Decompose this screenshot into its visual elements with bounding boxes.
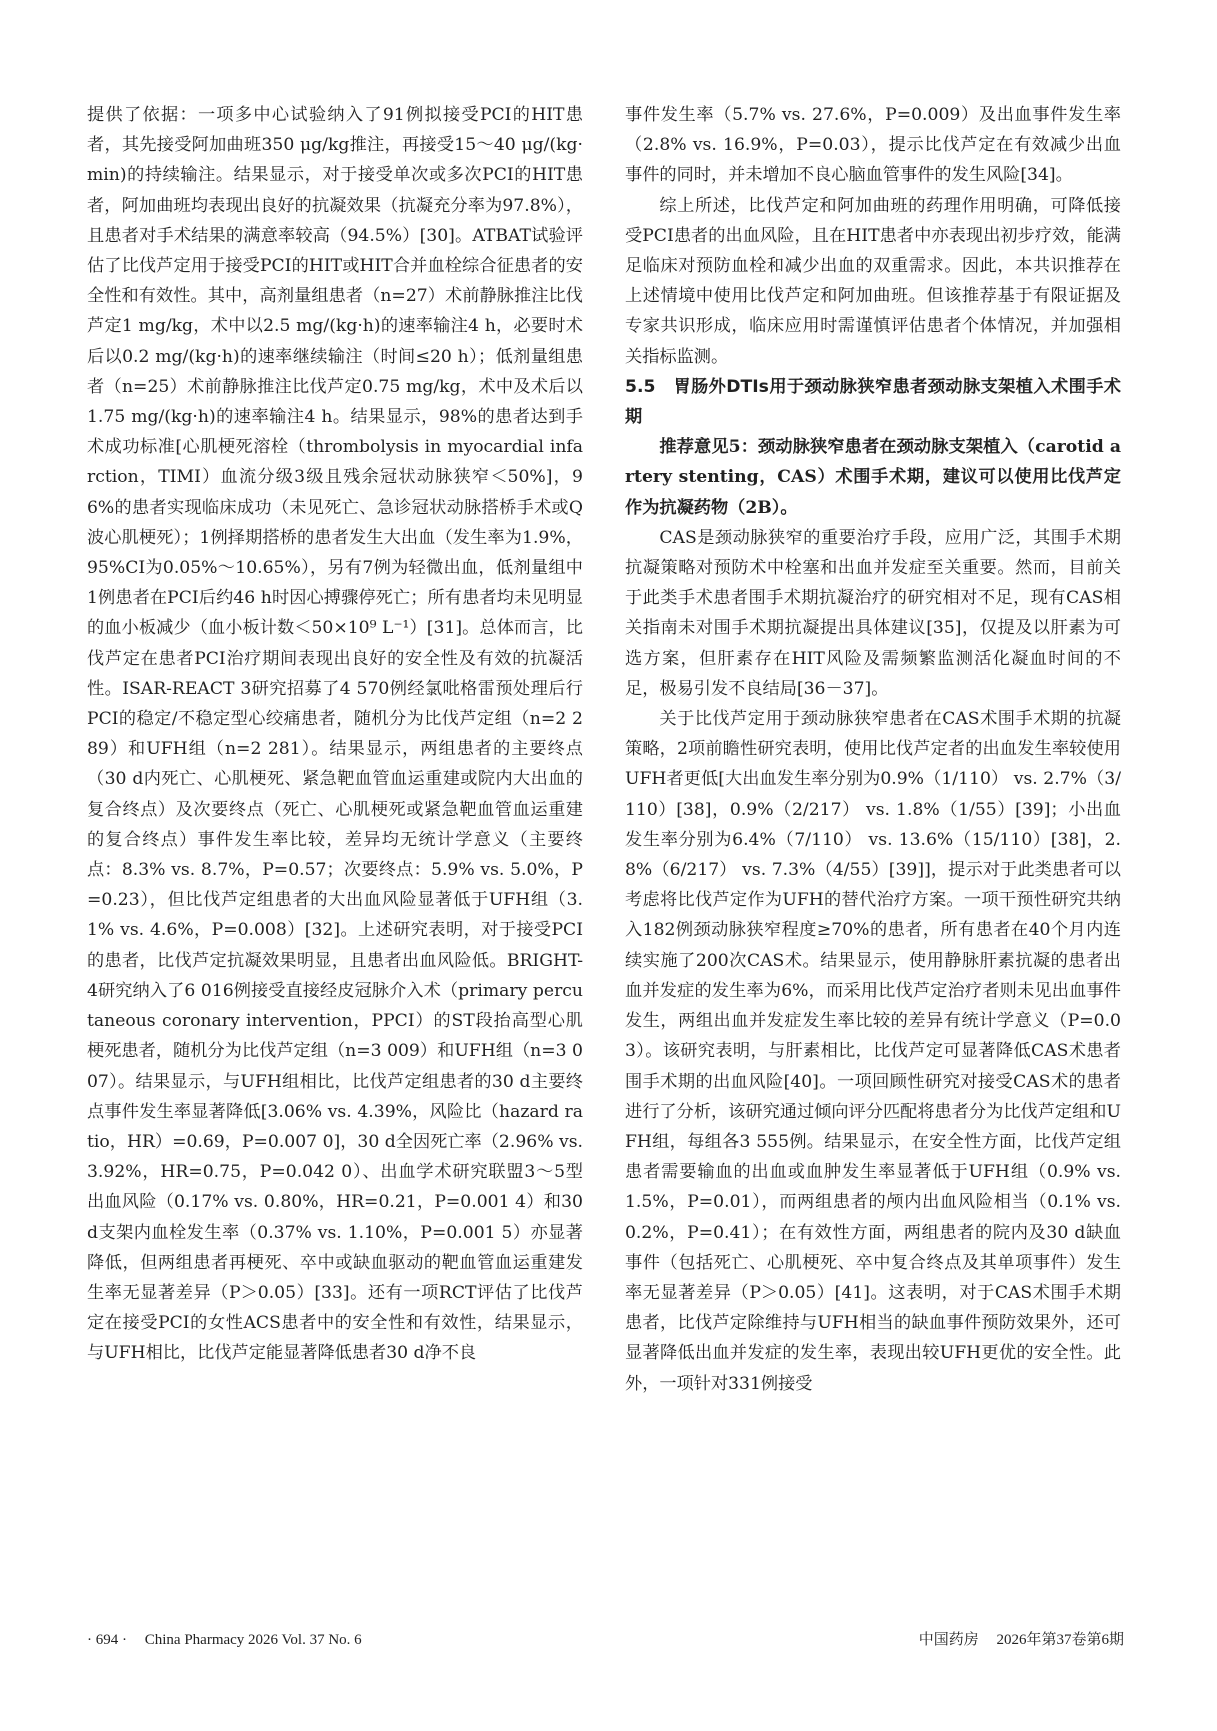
journal-title-cn: 中国药房 [918, 1632, 979, 1648]
journal-title-en: China Pharmacy 2026 Vol. 37 No. 6 [144, 1632, 362, 1648]
footer-left [87, 1630, 376, 1650]
page-number: · 694 · [87, 1632, 127, 1648]
paragraph: 综上所述，比伐芦定和阿加曲班的药理作用明确，可降低接受PCI患者的出血风险，且在HIT患者中亦表现出初步疗效，能满足临床对预防血栓和减少出血的双重需求。因此，本共识推荐在上述情境中使用比伐芦定和阿加曲班。但该推荐基于有限证据及专家共识形成，临床应用时需谨慎评估患者个体情况，并加强相关指标监测。 [625, 195, 1121, 367]
footer-right [919, 1630, 1124, 1650]
paragraph: CAS是颈动脉狭窄的重要治疗手段，应用广泛，其围手术期抗凝策略对预防术中栓塞和出血并发症至关重要。然而，目前关于此类手术患者围手术期抗凝治疗的研究相对不足，现有CAS相关指南未对围手术期抗凝提出具体建议[35]，仅提及以肝素为可选方案，但肝素存在HIT风险及需频繁监测活化凝血时间的不足，极易引发不良结局[36－37]。 [625, 527, 1121, 699]
recommendation: 推荐意见5：颈动脉狭窄患者在颈动脉支架植入（carotid artery stenting，CAS）术围手术期，建议可以使用比伐芦定作为抗凝药物（2B）。 [625, 437, 1121, 518]
right-column [625, 100, 1121, 1600]
issue-info: 2026年第37卷第6期 [996, 1632, 1124, 1648]
paragraph: 提供了依据：一项多中心试验纳入了91例拟接受PCI的HIT患者，其先接受阿加曲班350 μg/kg推注，再接受15～40 μg/(kg·min)的持续输注。结果显示，对于接受单次或多次PCI的HIT患者，阿加曲班均表现出良好的抗凝效果（抗凝充分率为97.8%），且患者对手术结果的满意率较高（94.5%）[30]。ATBAT试验评估了比伐芦定用于接受PCI的HIT或HIT合并血栓综合征患者的安全性和有效性。其中，高剂量组患者（n=27）术前静脉推注比伐芦定1 mg/kg，术中以2.5 mg/(kg·h)的速率输注4 h，必要时术后以0.2 mg/(kg·h)的速率继续输注（时间≤20 h）；低剂量组患者（n=25）术前静脉推注比伐芦定0.75 mg/kg，术中及术后以1.75 mg/(kg·h)的速率输注4 h。结果显示，98%的患者达到手术成功标准[心肌梗死溶栓（thrombolysis in myocardial infarction，TIMI）血流分级3级且残余冠状动脉狭窄＜50%]，96%的患者实现临床成功（未见死亡、急诊冠状动脉搭桥手术或Q波心肌梗死）；1例择期搭桥的患者发生大出血（发生率为1.9%，95%CI为0.05%～10.65%），另有7例为轻微出血，低剂量组中1例患者在PCI后约46 h时因心搏骤停死亡；所有患者均未见明显的血小板减少（血小板计数＜50×10⁹ L⁻¹）[31]。总体而言，比伐芦定在患者PCI治疗期间表现出良好的安全性及有效的抗凝活性。ISAR-REACT 3研究招募了4 570例经氯吡格雷预处理后行PCI的稳定/不稳定型心绞痛患者，随机分为比伐芦定组（n=2 289）和UFH组（n=2 281）。结果显示，两组患者的主要终点（30 d内死亡、心肌梗死、紧急靶血管血运重建或院内大出血的复合终点）及次要终点（死亡、心肌梗死或紧急靶血管血运重建的复合终点）事件发生率比较，差异均无统计学意义（主要终点：8.3% vs. 8.7%，P=0.57；次要终点：5.9% vs. 5.0%，P=0.23），但比伐芦定组患者的大出血风险显著低于UFH组（3.1% vs. 4.6%，P=0.008）[32]。上述研究表明，对于接受PCI的患者，比伐芦定抗凝效果明显，且患者出血风险低。BRIGHT-4研究纳入了6 016例接受直接经皮冠脉介入术（primary percutaneous coronary intervention，PPCI）的ST段抬高型心肌梗死患者，随机分为比伐芦定组（n=3 009）和UFH组（n=3 007）。结果显示，与UFH组相比，比伐芦定组患者的30 d主要终点事件发生率显著降低[3.06% vs. 4.39%，风险比（hazard ratio，HR）=0.69，P=0.007 0]，30 d全因死亡率（2.96% vs. 3.92%，HR=0.75，P=0.042 0）、出血学术研究联盟3～5型出血风险（0.17% vs. 0.80%，HR=0.21，P=0.001 4）和30 d支架内血栓发生率（0.37% vs. 1.10%，P=0.001 5）亦显著降低，但两组患者再梗死、卒中或缺血驱动的靶血管血运重建发生率无显著差异（P＞0.05）[33]。还有一项RCT评估了比伐芦定在接受PCI的女性ACS患者中的安全性和有效性，结果显示，与UFH相比，比伐芦定能显著降低患者30 d净不良 [87, 105, 583, 1364]
section-heading: 5.5 胃肠外DTIs用于颈动脉狭窄患者颈动脉支架植入术围手术期 [625, 376, 1121, 428]
paragraph: 关于比伐芦定用于颈动脉狭窄患者在CAS术围手术期的抗凝策略，2项前瞻性研究表明，使用比伐芦定者的出血发生率较使用UFH者更低[大出血发生率分别为0.9%（1/110） vs. 2.7%（3/110）[38]，0.9%（2/217） vs. 1.8%（1/55）[39]；小出血发生率分别为6.4%（7/110） vs. 13.6%（15/110）[38]，2.8%（6/217） vs. 7.3%（4/55）[39]]，提示对于此类患者可以考虑将比伐芦定作为UFH的替代治疗方案。一项干预性研究共纳入182例颈动脉狭窄程度≥70%的患者，所有患者在40个月内连续实施了200次CAS术。结果显示，使用静脉肝素抗凝的患者出血并发症的发生率为6%，而采用比伐芦定治疗者则未见出血事件发生，两组出血并发症发生率比较的差异有统计学意义（P=0.03）。该研究表明，与肝素相比，比伐芦定可显著降低CAS术患者围手术期的出血风险[40]。一项回顾性研究对接受CAS术的患者进行了分析，该研究通过倾向评分匹配将患者分为比伐芦定组和UFH组，每组各3 555例。结果显示，在安全性方面，比伐芦定组患者需要输血的出血或血肿发生率显著低于UFH组（0.9% vs. 1.5%，P=0.01），而两组患者的颅内出血风险相当（0.1% vs. 0.2%，P=0.41）；在有效性方面，两组患者的院内及30 d缺血事件（包括死亡、心肌梗死、卒中复合终点及其单项事件）发生率无显著差异（P＞0.05）[41]。这表明，对于CAS术围手术期患者，比伐芦定除维持与UFH相当的缺血事件预防效果外，还可显著降低出血并发症的发生率，表现出较UFH更优的安全性。此外，一项针对331例接受 [625, 709, 1121, 1394]
paragraph: 事件发生率（5.7% vs. 27.6%，P=0.009）及出血事件发生率（2.8% vs. 16.9%，P=0.03），提示比伐芦定在有效减少出血事件的同时，并未增加不良心脑血管事件的发生风险[34]。 [625, 105, 1121, 186]
left-column [87, 100, 583, 1600]
